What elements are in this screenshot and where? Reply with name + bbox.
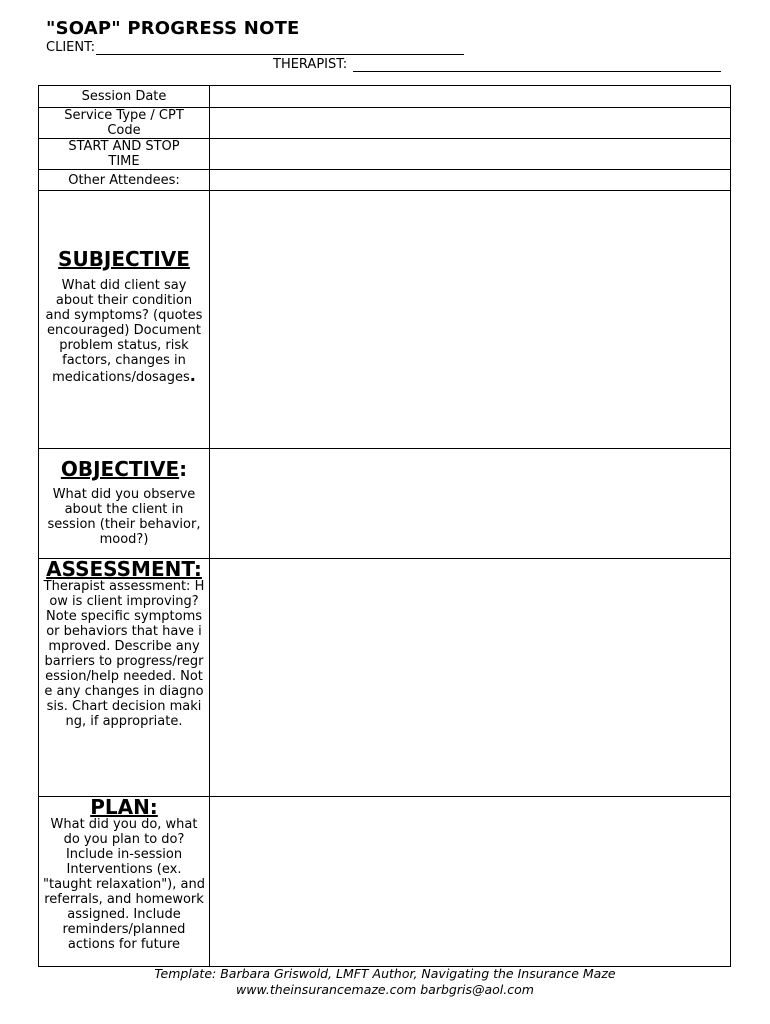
soap-form-table [38, 85, 731, 967]
subjective-description [45, 278, 203, 385]
footer-line-1: Template: Barbara Griswold, LMFT Author, Navigating the Insurance Maze [154, 966, 616, 981]
service-type-field[interactable] [210, 108, 731, 139]
assessment-description: Therapist assessment: How is client improving? Note specific symptoms or behaviors that have improved. Describe any barriers to progress/regression/help needed. Note any changes in diagnosis. Chart decision making, if appropriate. [43, 579, 205, 729]
client-line[interactable] [96, 40, 464, 55]
start-stop-label [39, 139, 210, 170]
session-date-label: Session Date [39, 86, 210, 108]
therapist-row [273, 57, 721, 72]
objective-colon: : [179, 457, 188, 481]
subjective-desc-text: What did client say about their condition and symptoms? (quotes encouraged) Document problem status, risk factors, changes in medications/dosages [45, 278, 203, 385]
start-stop-text: START AND STOP TIME [68, 139, 180, 169]
service-type-label [39, 108, 210, 139]
objective-label-cell [39, 449, 210, 559]
row-assessment [39, 559, 731, 797]
page-title: "SOAP" PROGRESS NOTE [46, 18, 300, 39]
assessment-heading: ASSESSMENT: [46, 557, 202, 581]
plan-description: What did you do, what do you plan to do? Include in-session Interventions (ex. "taught relaxation"), and referrals, and homework assigned. Include reminders/planned actions for future [43, 817, 205, 952]
objective-heading: OBJECTIVE [60, 457, 180, 481]
start-stop-field[interactable] [210, 139, 731, 170]
footer-line-2: www.theinsurancemaze.com barbgris@aol.com [236, 982, 534, 997]
assessment-notes-field[interactable] [210, 559, 731, 797]
therapist-label: THERAPIST: [273, 57, 348, 72]
row-plan [39, 797, 731, 967]
subjective-notes-field[interactable] [210, 191, 731, 449]
plan-notes-field[interactable] [210, 797, 731, 967]
objective-notes-field[interactable] [210, 449, 731, 559]
subjective-desc-end: . [189, 366, 196, 385]
client-row [46, 40, 464, 55]
other-attendees-field[interactable] [210, 170, 731, 191]
row-objective [39, 449, 731, 559]
row-session-date [39, 86, 731, 108]
row-service-type [39, 108, 731, 139]
service-type-text: Service Type / CPT Code [64, 108, 184, 138]
therapist-line[interactable] [353, 57, 721, 72]
other-attendees-label: Other Attendees: [39, 170, 210, 191]
row-subjective [39, 191, 731, 449]
objective-description: What did you observe about the client in session (their behavior, mood?) [47, 487, 201, 547]
session-date-field[interactable] [210, 86, 731, 108]
client-label: CLIENT: [46, 40, 95, 55]
subjective-label-cell [39, 191, 210, 449]
assessment-label-cell [39, 559, 210, 797]
row-other-attendees [39, 170, 731, 191]
plan-label-cell [39, 797, 210, 967]
subjective-heading: SUBJECTIVE [58, 247, 190, 271]
objective-heading-wrap [45, 458, 203, 480]
plan-heading: PLAN: [90, 795, 158, 819]
row-start-stop [39, 139, 731, 170]
